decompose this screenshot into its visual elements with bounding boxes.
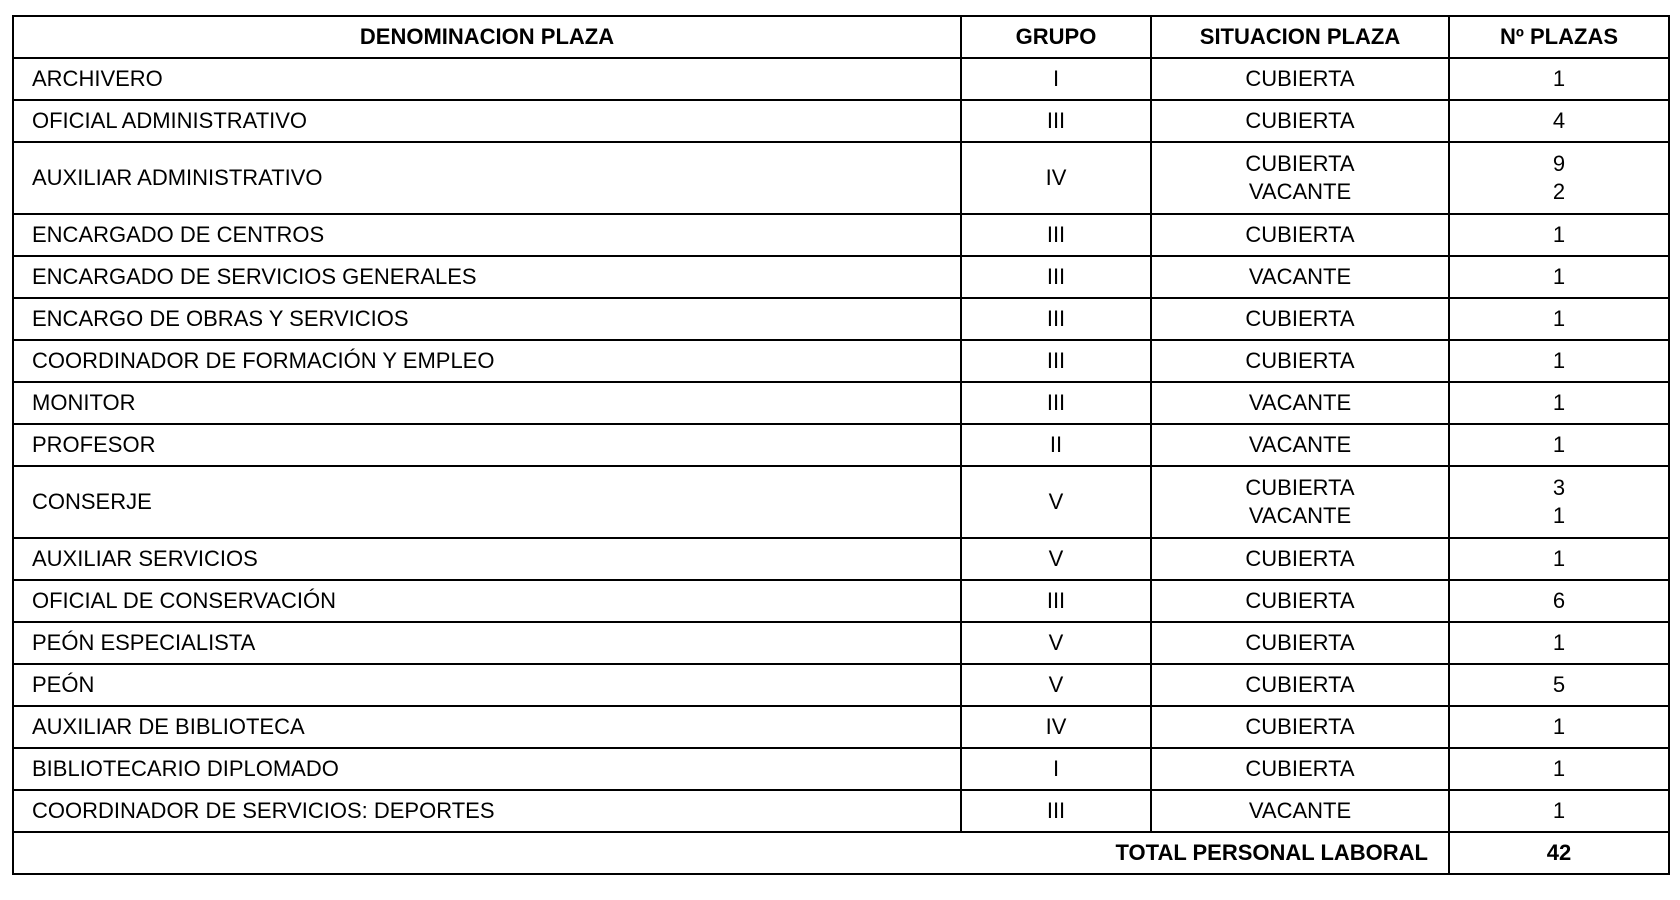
cell-grupo: V (961, 622, 1151, 664)
total-row (13, 832, 1669, 874)
cell-situacion (1151, 382, 1449, 424)
cell-grupo: III (961, 256, 1151, 298)
cell-denominacion: AUXILIAR ADMINISTRATIVO (13, 142, 961, 214)
cell-situacion (1151, 256, 1449, 298)
cell-denominacion: COORDINADOR DE SERVICIOS: DEPORTES (13, 790, 961, 832)
cell-denominacion: PEÓN (13, 664, 961, 706)
total-label: TOTAL PERSONAL LABORAL (13, 832, 1449, 874)
cell-situacion (1151, 58, 1449, 100)
cell-denominacion: AUXILIAR DE BIBLIOTECA (13, 706, 961, 748)
plazas-value: 1 (1552, 630, 1566, 655)
situacion-value: CUBIERTA (1245, 714, 1355, 739)
cell-denominacion: ENCARGADO DE SERVICIOS GENERALES (13, 256, 961, 298)
plazas-value: 1 (1552, 348, 1566, 373)
situacion-value: VACANTE (1248, 179, 1352, 204)
plazas-value: 2 (1552, 179, 1566, 204)
table-row (13, 790, 1669, 832)
header-situacion: SITUACION PLAZA (1151, 16, 1449, 58)
cell-situacion (1151, 622, 1449, 664)
cell-situacion (1151, 748, 1449, 790)
cell-situacion (1151, 706, 1449, 748)
cell-denominacion: CONSERJE (13, 466, 961, 538)
cell-situacion (1151, 664, 1449, 706)
cell-grupo: IV (961, 142, 1151, 214)
plazas-value: 1 (1552, 222, 1566, 247)
cell-plazas (1449, 142, 1669, 214)
cell-denominacion: BIBLIOTECARIO DIPLOMADO (13, 748, 961, 790)
situacion-value: CUBIERTA (1245, 151, 1355, 176)
table-row (13, 58, 1669, 100)
cell-plazas (1449, 466, 1669, 538)
plazas-value: 1 (1552, 503, 1566, 528)
cell-grupo: III (961, 214, 1151, 256)
cell-grupo: I (961, 58, 1151, 100)
cell-plazas (1449, 706, 1669, 748)
table-row (13, 340, 1669, 382)
situacion-value: CUBIERTA (1245, 756, 1355, 781)
cell-grupo: III (961, 580, 1151, 622)
table-row (13, 100, 1669, 142)
situacion-value: VACANTE (1248, 432, 1352, 457)
situacion-value: CUBIERTA (1245, 672, 1355, 697)
table-row (13, 706, 1669, 748)
situacion-value: CUBIERTA (1245, 630, 1355, 655)
cell-denominacion: ARCHIVERO (13, 58, 961, 100)
cell-plazas (1449, 340, 1669, 382)
cell-grupo: V (961, 538, 1151, 580)
situacion-value: CUBIERTA (1245, 108, 1355, 133)
cell-grupo: III (961, 340, 1151, 382)
cell-grupo: III (961, 790, 1151, 832)
cell-grupo: III (961, 382, 1151, 424)
situacion-value: CUBIERTA (1245, 222, 1355, 247)
cell-plazas (1449, 298, 1669, 340)
situacion-value: VACANTE (1248, 390, 1352, 415)
plazas-value: 1 (1552, 264, 1566, 289)
plazas-value: 1 (1552, 714, 1566, 739)
cell-denominacion: ENCARGO DE OBRAS Y SERVICIOS (13, 298, 961, 340)
situacion-value: CUBIERTA (1245, 588, 1355, 613)
cell-plazas (1449, 382, 1669, 424)
cell-grupo: II (961, 424, 1151, 466)
cell-plazas (1449, 214, 1669, 256)
plazas-value: 3 (1552, 475, 1566, 500)
cell-plazas (1449, 538, 1669, 580)
plazas-value: 1 (1552, 432, 1566, 457)
cell-plazas (1449, 664, 1669, 706)
table-row (13, 142, 1669, 214)
cell-situacion (1151, 466, 1449, 538)
situacion-value: VACANTE (1248, 264, 1352, 289)
plazas-table-wrapper (12, 15, 1668, 875)
table-row (13, 298, 1669, 340)
cell-denominacion: MONITOR (13, 382, 961, 424)
plazas-value: 1 (1552, 756, 1566, 781)
plazas-value: 1 (1552, 546, 1566, 571)
cell-situacion (1151, 580, 1449, 622)
cell-plazas (1449, 580, 1669, 622)
cell-plazas (1449, 100, 1669, 142)
situacion-value: CUBIERTA (1245, 546, 1355, 571)
plazas-value: 5 (1552, 672, 1566, 697)
plazas-value: 4 (1552, 108, 1566, 133)
table-row (13, 748, 1669, 790)
cell-denominacion: OFICIAL DE CONSERVACIÓN (13, 580, 961, 622)
plazas-table (12, 15, 1670, 875)
table-row (13, 214, 1669, 256)
header-grupo: GRUPO (961, 16, 1151, 58)
cell-situacion (1151, 298, 1449, 340)
cell-situacion (1151, 142, 1449, 214)
cell-denominacion: ENCARGADO DE CENTROS (13, 214, 961, 256)
cell-denominacion: PEÓN ESPECIALISTA (13, 622, 961, 664)
situacion-value: CUBIERTA (1245, 306, 1355, 331)
plazas-value: 9 (1552, 151, 1566, 176)
cell-grupo: V (961, 664, 1151, 706)
table-row (13, 466, 1669, 538)
table-row (13, 622, 1669, 664)
table-row (13, 382, 1669, 424)
situacion-value: CUBIERTA (1245, 66, 1355, 91)
cell-denominacion: PROFESOR (13, 424, 961, 466)
header-denominacion: DENOMINACION PLAZA (13, 16, 961, 58)
cell-plazas (1449, 790, 1669, 832)
cell-situacion (1151, 100, 1449, 142)
cell-denominacion: AUXILIAR SERVICIOS (13, 538, 961, 580)
plazas-value: 1 (1552, 306, 1566, 331)
table-row (13, 580, 1669, 622)
total-value: 42 (1449, 832, 1669, 874)
situacion-value: CUBIERTA (1245, 348, 1355, 373)
cell-denominacion: COORDINADOR DE FORMACIÓN Y EMPLEO (13, 340, 961, 382)
cell-plazas (1449, 424, 1669, 466)
table-body (13, 58, 1669, 832)
cell-situacion (1151, 340, 1449, 382)
cell-plazas (1449, 622, 1669, 664)
plazas-value: 1 (1552, 66, 1566, 91)
table-row (13, 256, 1669, 298)
situacion-value: VACANTE (1248, 798, 1352, 823)
plazas-value: 1 (1552, 390, 1566, 415)
cell-plazas (1449, 58, 1669, 100)
cell-situacion (1151, 538, 1449, 580)
cell-grupo: III (961, 100, 1151, 142)
table-row (13, 664, 1669, 706)
cell-grupo: III (961, 298, 1151, 340)
table-row (13, 538, 1669, 580)
cell-plazas (1449, 748, 1669, 790)
cell-grupo: I (961, 748, 1151, 790)
plazas-value: 1 (1552, 798, 1566, 823)
cell-situacion (1151, 790, 1449, 832)
table-header-row (13, 16, 1669, 58)
cell-grupo: V (961, 466, 1151, 538)
cell-situacion (1151, 214, 1449, 256)
cell-denominacion: OFICIAL ADMINISTRATIVO (13, 100, 961, 142)
plazas-value: 6 (1552, 588, 1566, 613)
situacion-value: CUBIERTA (1245, 475, 1355, 500)
cell-plazas (1449, 256, 1669, 298)
header-plazas: Nº PLAZAS (1449, 16, 1669, 58)
situacion-value: VACANTE (1248, 503, 1352, 528)
cell-grupo: IV (961, 706, 1151, 748)
table-row (13, 424, 1669, 466)
cell-situacion (1151, 424, 1449, 466)
